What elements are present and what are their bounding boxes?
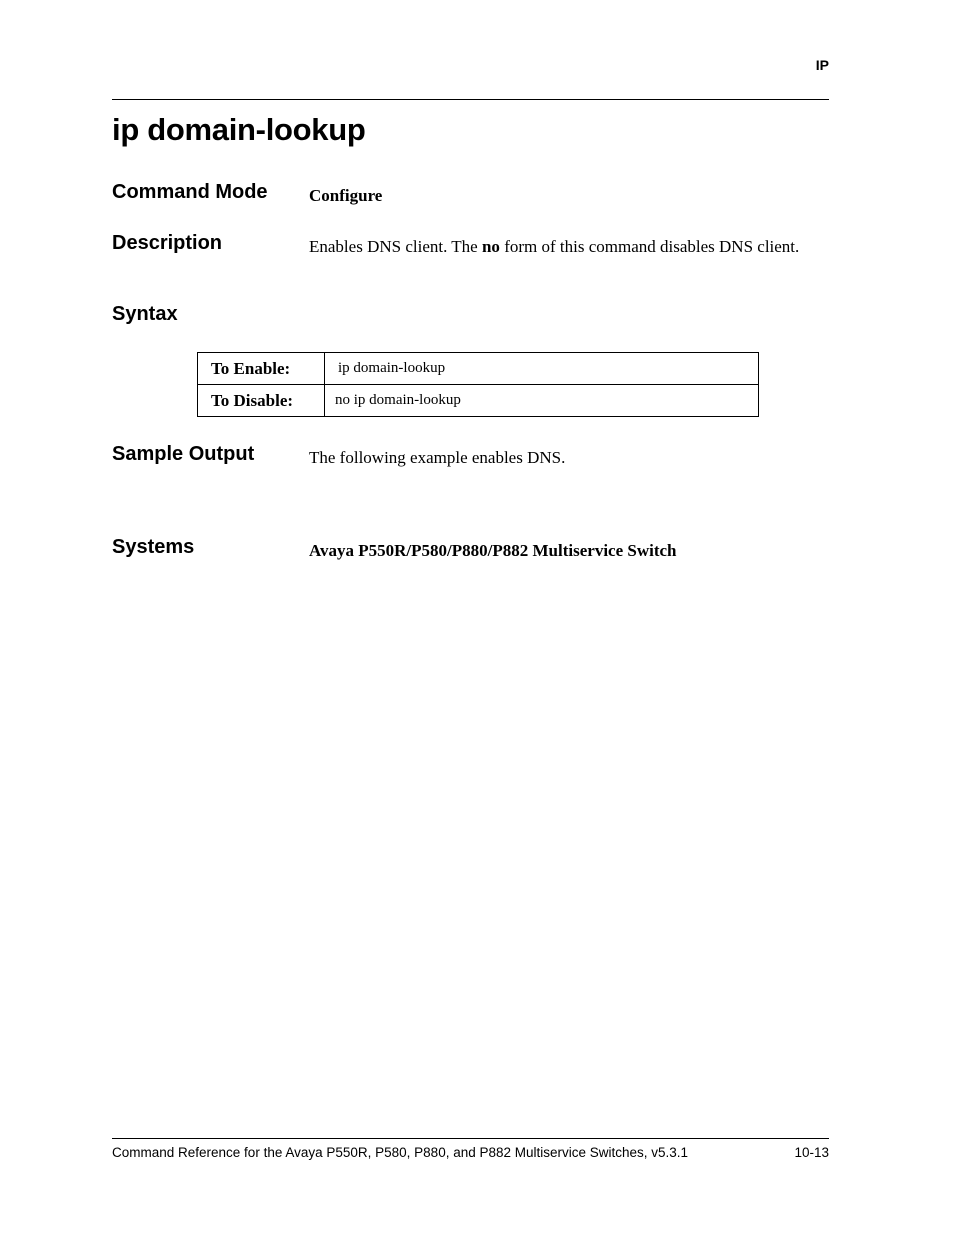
syntax-value-disable: no ip domain-lookup bbox=[325, 385, 759, 417]
description-text-before: Enables DNS client. The bbox=[309, 237, 482, 256]
sample-output-heading: Sample Output bbox=[112, 443, 255, 465]
syntax-table bbox=[197, 352, 759, 417]
command-mode-value: Configure bbox=[309, 186, 383, 205]
footer-document-title: Command Reference for the Avaya P550R, P580, P880, and P882 Multiservice Switches, v5.3.1 bbox=[112, 1145, 689, 1160]
bottom-rule bbox=[112, 1138, 829, 1139]
description-heading: Description bbox=[112, 232, 223, 254]
header-section-label: IP bbox=[815, 57, 829, 73]
systems-value: Avaya P550R/P580/P880/P882 Multiservice Switch bbox=[309, 541, 677, 560]
description-bold-word: no bbox=[481, 237, 500, 256]
syntax-value-enable: ip domain-lookup bbox=[325, 353, 759, 385]
syntax-label-enable: To Enable: bbox=[198, 353, 325, 385]
command-mode-heading: Command Mode bbox=[112, 181, 268, 203]
syntax-label-disable: To Disable: bbox=[198, 385, 325, 417]
syntax-row-enable bbox=[198, 353, 759, 385]
description-text bbox=[309, 236, 804, 257]
sample-output-text: The following example enables DNS. bbox=[309, 448, 566, 467]
syntax-row-disable bbox=[198, 385, 759, 417]
description-text-after: form of this command disables DNS client. bbox=[499, 237, 800, 256]
syntax-heading: Syntax bbox=[112, 303, 178, 325]
systems-heading: Systems bbox=[112, 536, 195, 558]
page-title: ip domain-lookup bbox=[112, 112, 366, 147]
top-rule bbox=[112, 99, 829, 100]
footer-page-number: 10-13 bbox=[794, 1145, 829, 1160]
